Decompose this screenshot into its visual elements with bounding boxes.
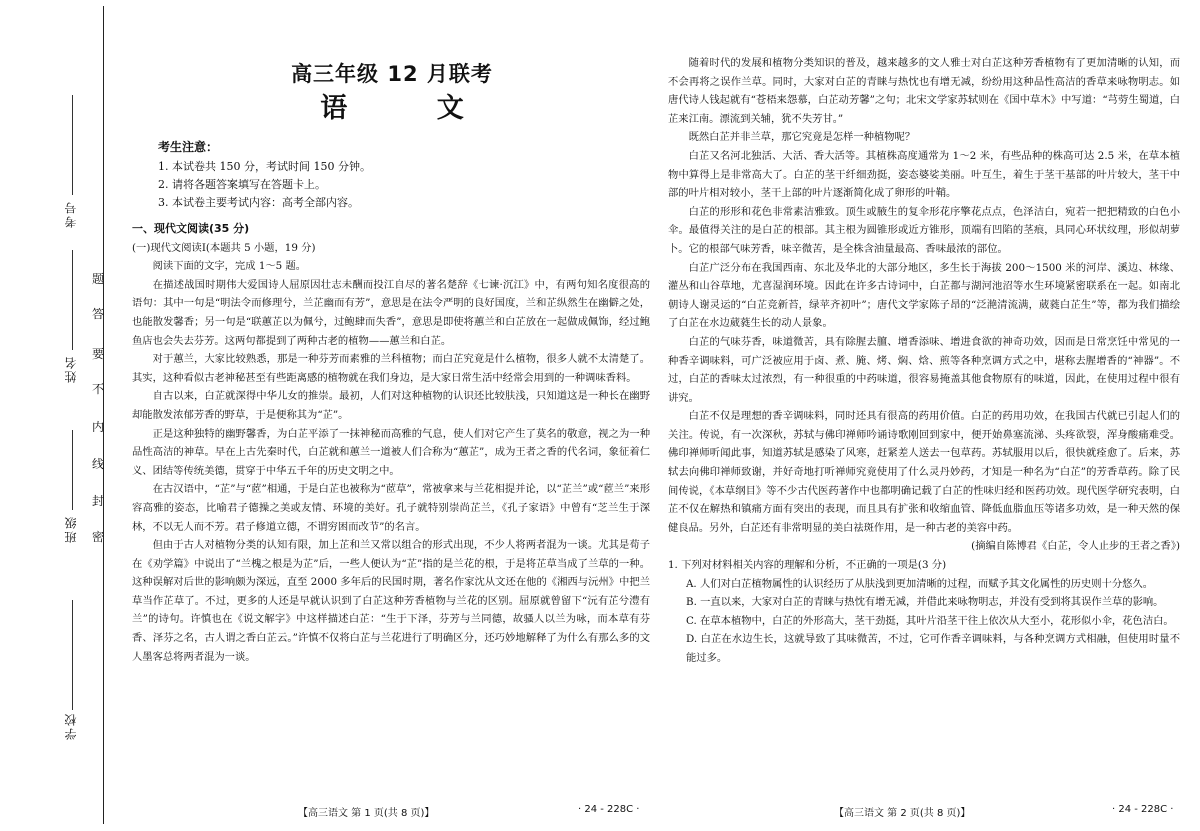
option-c: C. 在草本植物中，白芷的外形高大，茎干劲挺，其叶片沿茎干往上依次从大至小，花形似小伞，花色洁白。 <box>686 614 1174 627</box>
page-footer: 【高三语文 第 1 页(共 8 页)】 <box>298 808 435 819</box>
page-1 <box>128 0 656 831</box>
page-2 <box>664 0 1184 831</box>
seal-char: 答 <box>92 307 105 321</box>
school-label: 学校 <box>64 712 78 740</box>
school-rule <box>72 600 73 710</box>
subject-title: 语 文 <box>320 93 504 124</box>
paragraph: 白芷不仅是理想的香辛调味料，同时还具有很高的药用价值。白芷的药用功效，在我国古代就已引起人们的关注。传说，有一次深秋，苏轼与佛印禅师吟诵诗歌刚回到家中，便开始鼻塞流涕、头疼欲裂，浑身酸痛难受。佛印禅师听闻此事，知道苏轼是感染了风寒，赶紧差人送去一包草药。苏轼服用以后，很快就痊愈了。后来，苏轼去向佛印禅师致谢，并好奇地打听禅师究竟使用了什么灵丹妙药，才知是一种名为“白芷”的芳香草药。除了民间传说，《本草纲目》等不少古代医药著作中也都明确记载了白芷的性味归经和医药功效。现代医学研究表明，白芷不仅在解热和镇痛方面有突出的表现，而且具有扩张和收缩血管、降低血脂血压等诸多功效，是一种天然的保健良品。另外，白芷还有非常明显的美白祛斑作用，是一种古老的美容中药。 <box>668 410 1180 534</box>
seal-char: 线 <box>92 457 105 471</box>
paragraph: 白芷的形形和花色非常素洁雅致。顶生或腋生的复伞形花序擎花点点，色泽洁白，宛若一把把精致的白色小伞。最值得关注的是白芷的根部。其主根为圆锥形或近方锥形，顶端有凹陷的茎痕，具同心环状纹理，形似胡萝卜。它的根部气味芳香，味辛微苦，是全株含油量最高、香味最浓的部位。 <box>668 205 1180 255</box>
paragraph: 在古汉语中，“芷”与“茝”相通，于是白芷也被称为“茝草”，常被拿来与兰花相提并论，以“芷兰”或“茝兰”来形容高雅的姿态，比喻君子德操之美或友情、环境的美好。孔子就特别崇尚芷兰，《孔子家语》中曾有“芝兰生于深林，不以无人而不芳。君子修道立德，不谓穷困而改节”的名言。 <box>132 483 650 533</box>
seal-char: 题 <box>92 272 105 286</box>
exam-title: 高三年级 12 月联考 <box>291 62 493 86</box>
reading-passage-part-1 <box>132 220 650 666</box>
paragraph: 白芷的气味芬香，味道微苦，具有除腥去膻、增香添味、增进食欲的神奇功效，因而是日常烹饪中常见的一种香辛调味料，可广泛被应用于卤、煮、腌、烤、焖、焓、煎等各种烹调方式之中，堪称去腥增香的“神器”。不过，白芷的香味太过浓烈，有一种很重的中药味道，很容易掩盖其他食物原有的味道，因此，在使用过程中很有讲究。 <box>668 335 1180 404</box>
instruction: 阅读下面的文字，完成 1～5 题。 <box>152 260 307 273</box>
paragraph: 正是这种独特的幽野馨香，为白芷平添了一抹神秘而高雅的气息，使人们对它产生了莫名的敬意，视之为一种品性高洁的神草。早在上古先秦时代，白芷就和蕙兰一道被人们合称为“蕙芷”，成为王者之香的代名词，象征着仁义、团结等传统美德，贯穿于中华五千年的历史文明之中。 <box>132 427 650 477</box>
seal-char: 要 <box>92 347 105 361</box>
option-a: A. 人们对白芷植物属性的认识经历了从肤浅到更加清晰的过程，而赋予其文化属性的历史则十分悠久。 <box>686 577 1154 590</box>
page-code: · 24 - 228C · <box>578 804 640 815</box>
binding-margin <box>0 0 125 831</box>
source-citation: (摘编自陈博君《白芷，令人止步的王者之香》) <box>971 540 1180 553</box>
option-b: B. 一直以来，大家对白芷的青睐与热忱有增无减，并借此来咏物明志，并没有受到将其误作兰草的影响。 <box>686 596 1164 609</box>
subsection-heading: (一)现代文阅读Ⅰ(本题共 5 小题，19 分) <box>132 241 316 254</box>
paragraph: 既然白芷并非兰草，那它究竟是怎样一种植物呢？ <box>688 131 916 144</box>
notice-heading: 考生注意： <box>158 140 219 154</box>
candidate-notice <box>158 138 371 212</box>
paragraph: 白芷又名河北独活、大活、香大活等。其植株高度通常为 1～2 米，有些品种的株高可达 2.5 米，在草本植物中算得上是非常高大了。白芷的茎干纤细劲挺，姿态婆娑美丽。叶互生，着生于茎干基部的叶片较大，茎干中部的叶片相对较小，茎干上部的叶片逐渐简化成了卵形的叶鞘。 <box>668 149 1180 200</box>
binding-line <box>103 6 104 824</box>
name-label: 姓名 <box>64 355 78 383</box>
seal-char: 密 <box>92 530 105 544</box>
class-label: 班级 <box>64 515 78 543</box>
paragraph: 自古以来，白芷就深得中华儿女的推崇。最初，人们对这种植物的认识还比较肤浅，只知道这是一种长在幽野却能散发浓郁芳香的野草，于是便称其为“芷”。 <box>132 390 650 421</box>
option-d: D. 白芷在水边生长，这就导致了其味微苦，不过，它可作香辛调味料，与各种烹调方式相融，但使用时量不能过多。 <box>686 633 1180 664</box>
paragraph: 对于蕙兰，大家比较熟悉，那是一种芬芳而素雅的兰科植物；而白芷究竟是什么植物，很多人就不太清楚了。其实，这种看似古老神秘甚至有些距离感的植物就在我们身边，是大家日常生活中经常会用到的一种调味香料。 <box>132 353 650 384</box>
seal-char: 不 <box>92 382 105 396</box>
paragraph: 但由于古人对植物分类的认知有限，加上芷和兰又常以组合的形式出现，不少人将两者混为一谈。尤其是荀子在《劝学篇》中说出了“兰槐之根是为芷”后，一些人便认为“芷”指的是兰花的根，于是将芷草当成了兰草的一种。这种误解对后世的影响颇为深远，直至 2000 多年后的民国时期，著名作家沈从文还在他的《湘西与沅州》中把兰草当作芷草了。不过，更多的人还是早就认识到了白芷这种芳香植物与兰花的区别。屈原就曾留下“沅有芷兮澧有兰”的诗句。许慎也在《说文解字》中这样描述白芷：“生于下泽，芬芳与兰同德，故骚人以兰为咏，而本草有芬香、泽芬之名，古人谓之香白芷云。”许慎不仅将白芷与兰花进行了明确区分，还巧妙地解释了为什么有那么多的文人墨客总将两者混为一谈。 <box>132 539 650 663</box>
question-1: 1. 下列对材料相关内容的理解和分析，不正确的一项是(3 分) <box>668 559 947 572</box>
class-rule <box>72 430 73 510</box>
exam-number-label: 考号 <box>64 200 78 228</box>
notice-item: 3. 本试卷主要考试内容：高考全部内容。 <box>158 196 359 209</box>
paragraph: 随着时代的发展和植物分类知识的普及，越来越多的文人雅士对白芷这种芳香植物有了更加清晰的认知，而不会再将之误作兰草。同时，大家对白芷的青睐与热忱也有增无减，纷纷用这种品性高洁的香草来咏物明志。如唐代诗人钱起就有“苍梧来怨慕，白芷动芳馨”之句；北宋文学家苏轼则在《国中草木》中写道：“芎䓖生蜀道，白芷来江南。漂流到关辅，犹不失芳甘。” <box>668 57 1180 125</box>
page-code: · 24 - 228C · <box>1112 804 1174 815</box>
exam-number-rule <box>72 95 73 195</box>
paragraph: 在描述战国时期伟大爱国诗人屈原因壮志未酬而投江自尽的著名楚辞《七谏·沉江》中，有两句知名度很高的语句：其中一句是“明法令而修理兮，兰芷幽而有芳”，意思是在法令严明的良好国度，兰和芷纵然生在幽僻之处，也能散发馨香；另一句是“联蕙芷以为佩兮，过鲍肆而失香”，意思是即使将蕙兰和白芷放在一起做成佩饰，经过鲍鱼店也会失去芬芳。这两句都提到了两种古老的植物——蕙兰和白芷。 <box>132 278 650 347</box>
name-rule <box>72 250 73 350</box>
page-footer: 【高三语文 第 2 页(共 8 页)】 <box>834 808 971 819</box>
notice-item: 1. 本试卷共 150 分，考试时间 150 分钟。 <box>158 160 371 173</box>
seal-char: 内 <box>92 420 105 434</box>
section-heading: 一、现代文阅读(35 分) <box>132 222 250 235</box>
notice-item: 2. 请将各题答案填写在答题卡上。 <box>158 178 326 191</box>
seal-char: 封 <box>92 494 105 508</box>
reading-passage-part-2 <box>668 54 1180 668</box>
paragraph: 白芷广泛分布在我国西南、东北及华北的大部分地区，多生长于海拔 200～1500 米的河岸、溪边、林缘、灌丛和山谷草地，尤喜湿润环境。因此在许多古诗词中，白芷都与湖河池沼等水生环境紧密联系在一起。如南北朝诗人谢灵运的“白芷竞新苔，绿苹齐初叶”；唐代文学家陈子昂的“泛滟清流满，葳蕤白芷生”等，都为我们描绘了白芷在水边葳蕤生长的动人景象。 <box>668 261 1180 330</box>
